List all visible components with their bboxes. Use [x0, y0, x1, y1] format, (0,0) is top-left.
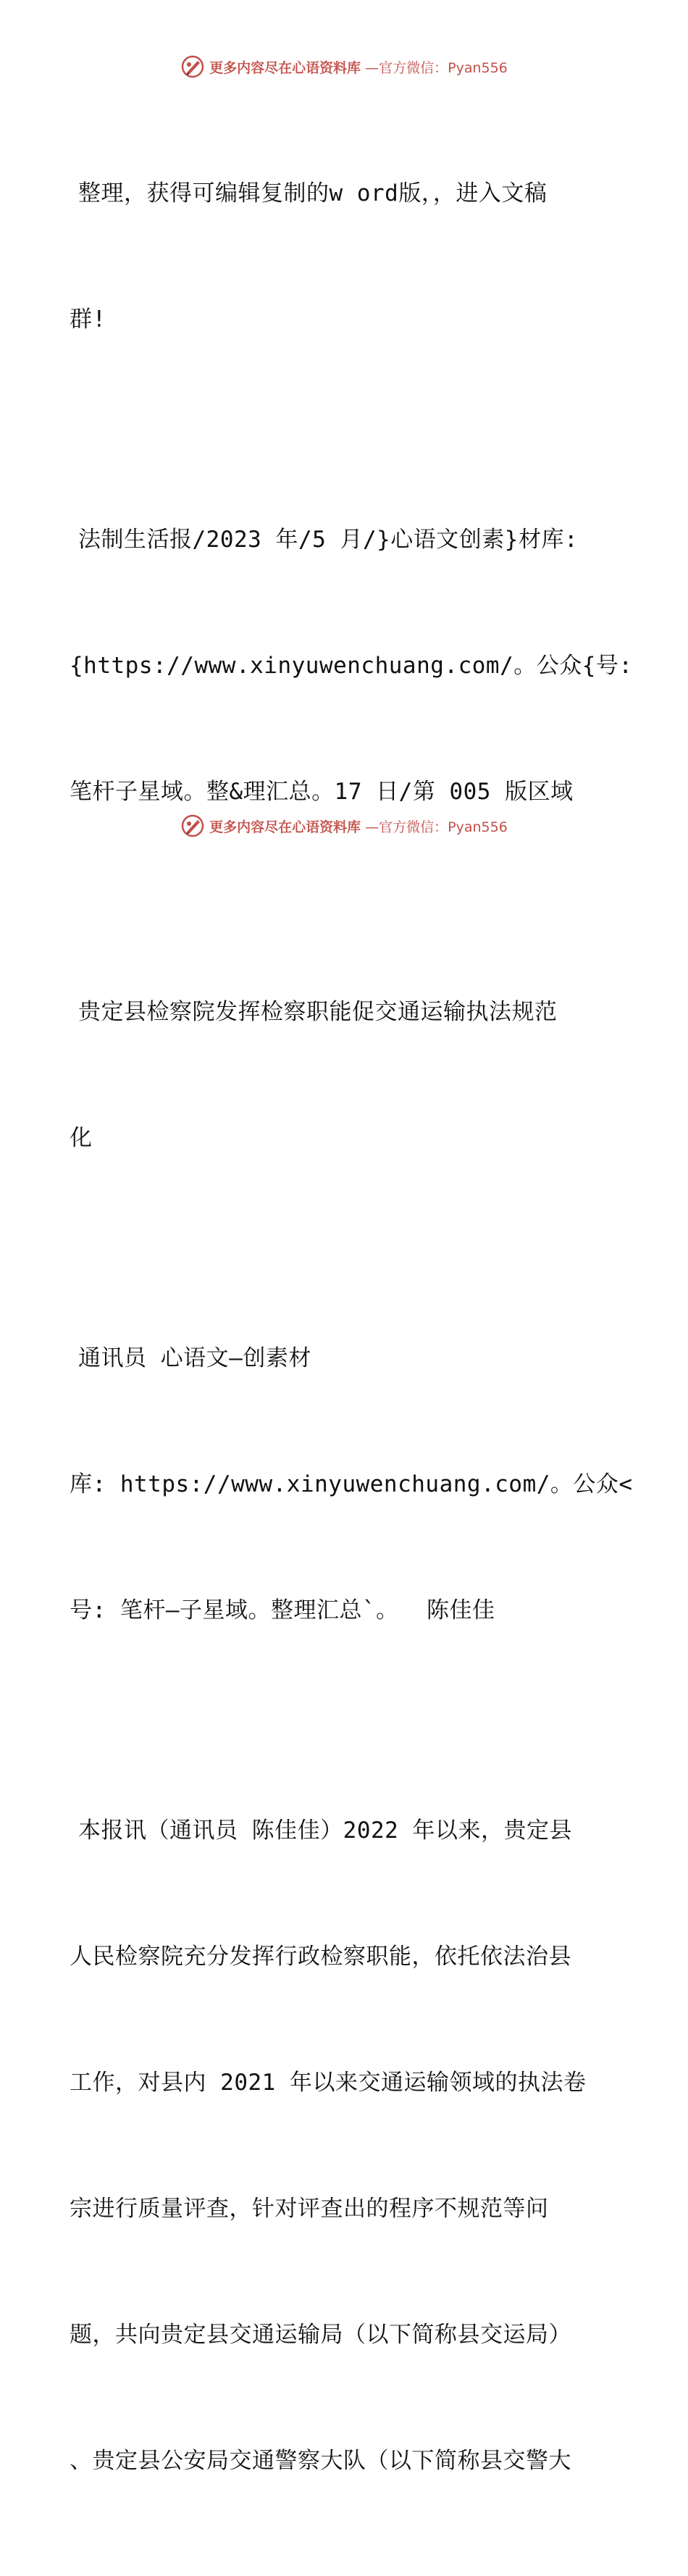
- paragraph-headline: [70, 907, 620, 1243]
- footer-watermark: [0, 811, 688, 840]
- watermark-sub-text: —官方微信：Pyan556: [365, 819, 508, 835]
- text-line: 人民检察院充分发挥行政检察职能，依托依法治县: [70, 1944, 571, 1970]
- text-line: 群!: [70, 306, 106, 333]
- pen-logo-icon: [180, 54, 205, 79]
- text-line: {https://www.xinyuwenchuang.com/。公众{号:: [70, 653, 633, 679]
- watermark-main-text: 更多内容尽在心语资料库: [209, 59, 361, 76]
- watermark-sub-text: —官方微信：Pyan556: [365, 59, 508, 76]
- text-line: 号: 笔杆—子星域。整理汇总`。 陈佳佳: [70, 1597, 495, 1623]
- text-line: 整理，获得可编辑复制的w ord版，，进入文稿: [78, 180, 548, 206]
- header-watermark: [0, 52, 688, 81]
- text-line: 本报讯（通讯员 陈佳佳）2022 年以来，贵定县: [78, 1818, 572, 1844]
- watermark-main-text: 更多内容尽在心语资料库: [209, 819, 361, 835]
- text-line: 工作，对县内 2021 年以来交通运输领域的执法卷: [70, 2070, 587, 2096]
- text-line: 化: [70, 1125, 93, 1151]
- text-line: 通讯员 心语文—创素材: [78, 1345, 311, 1371]
- text-line: 贵定县检察院发挥检察职能促交通运输执法规范: [78, 999, 558, 1025]
- pen-logo-icon: [180, 814, 205, 838]
- paragraph-byline: [70, 1253, 633, 1715]
- document-body: [70, 88, 633, 2576]
- text-line: 笔杆子星域。整&理汇总。17 日/第 005 版区域: [70, 779, 574, 805]
- paragraph-intro: [70, 88, 620, 425]
- text-line: 法制生活报/2023 年/5 月/}心语文创素}材库:: [78, 527, 579, 553]
- text-line: 宗进行质量评查，针对评查出的程序不规范等问: [70, 2196, 549, 2222]
- text-line: 题，共向贵定县交通运输局（以下简称县交运局）: [70, 2322, 571, 2348]
- paragraph-body: [70, 1726, 620, 2566]
- text-line: 库: https://www.xinyuwenchuang.com/。公众<: [70, 1471, 633, 1497]
- text-line: 、贵定县公安局交通警察大队（以下简称县交警大: [70, 2448, 571, 2474]
